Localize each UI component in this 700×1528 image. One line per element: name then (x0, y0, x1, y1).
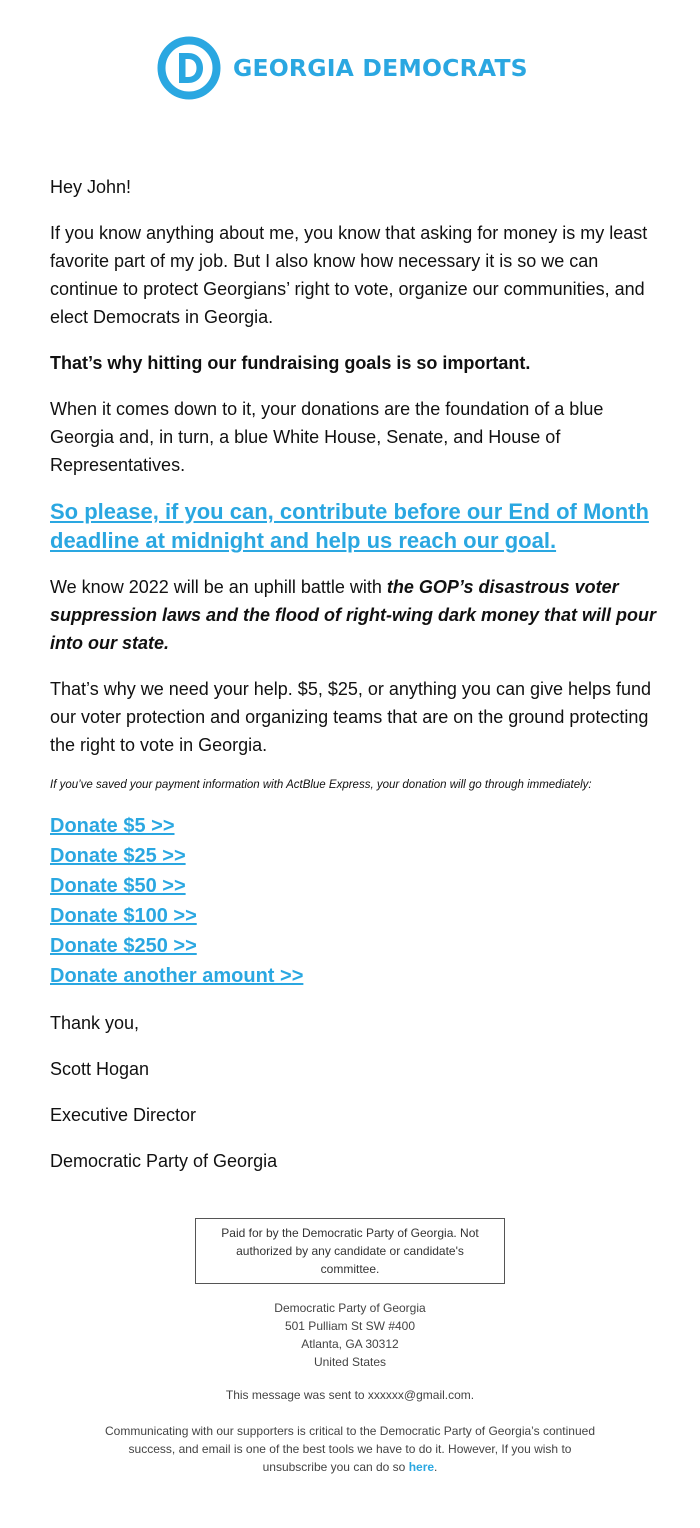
logo-wordmark: GEORGIA DEMOCRATS (233, 54, 528, 82)
donate-links-list (50, 811, 660, 991)
mailing-address (0, 1299, 700, 1371)
greeting: Hey John! (50, 177, 132, 197)
donate-item (50, 811, 660, 841)
address-city: Atlanta, GA 30312 (301, 1337, 399, 1351)
unsubscribe-notice (100, 1422, 600, 1476)
unsubscribe-link[interactable]: here (408, 1460, 435, 1474)
unsubscribe-suffix: . (434, 1460, 438, 1474)
recipient-email: xxxxxx@gmail.com. (367, 1388, 475, 1402)
sent-to-notice (0, 1386, 700, 1404)
signature-org: Democratic Party of Georgia (50, 1151, 278, 1171)
paragraph-4-prefix: We know 2022 will be an uphill battle with (50, 577, 387, 597)
address-street: 501 Pulliam St SW #400 (284, 1319, 416, 1333)
paragraph-4 (50, 573, 660, 657)
contribute-cta-link[interactable]: So please, if you can, contribute before our End of Month deadline at midnight and help us reach our goal. (50, 499, 649, 553)
sent-to-prefix: This message was sent to (225, 1388, 368, 1402)
paragraph-1: If you know anything about me, you know that asking for money is my least favorite part of my job. But I also know how necessary it is so we can continue to protect Georgians’ right to vote, organize our communities, and elect Democrats in Georgia. (50, 223, 648, 327)
paragraph-4-emphasis: the GOP’s disastrous voter suppression laws and the flood of right-wing dark money that will pour into our state. (50, 577, 657, 653)
address-country: United States (313, 1355, 387, 1369)
donate-item (50, 871, 660, 901)
email-body (50, 173, 660, 1193)
donate-25-link[interactable]: Donate $25 >> (50, 845, 186, 867)
donate-item (50, 841, 660, 871)
paragraph-3: When it comes down to it, your donations are the foundation of a blue Georgia and, in turn, a blue White House, Senate, and House of Representatives. (50, 399, 604, 475)
closing: Thank you, (50, 1013, 140, 1033)
paragraph-5: That’s why we need your help. $5, $25, or anything you can give helps fund our voter protection and organizing teams that are on the ground protecting the right to vote in Georgia. (50, 679, 652, 755)
paragraph-2-bold: That’s why hitting our fundraising goals is so important. (50, 353, 531, 373)
signature-title: Executive Director (50, 1105, 197, 1125)
paid-for-disclaimer: Paid for by the Democratic Party of Georgia. Not authorized by any candidate or candidate's committee. (195, 1218, 505, 1284)
democrats-d-logo-icon (157, 36, 221, 100)
signature-name: Scott Hogan (50, 1059, 150, 1079)
donate-100-link[interactable]: Donate $100 >> (50, 905, 197, 927)
donate-item (50, 931, 660, 961)
cta-paragraph (50, 497, 660, 555)
donate-item (50, 901, 660, 931)
unsubscribe-text: Communicating with our supporters is critical to the Democratic Party of Georgia’s continued success, and email is one of the best tools we have to do it. However, If you wish to unsubscribe you can do so (105, 1424, 595, 1474)
email-footer (0, 1218, 700, 1476)
address-org: Democratic Party of Georgia (274, 1301, 426, 1315)
actblue-express-note: If you’ve saved your payment information with ActBlue Express, your donation will go through immediately: (50, 779, 592, 791)
donate-item (50, 961, 660, 991)
donate-50-link[interactable]: Donate $50 >> (50, 875, 186, 897)
donate-other-amount-link[interactable]: Donate another amount >> (50, 965, 304, 987)
donate-5-link[interactable]: Donate $5 >> (50, 815, 175, 837)
header-logo[interactable] (157, 36, 528, 100)
donate-250-link[interactable]: Donate $250 >> (50, 935, 197, 957)
